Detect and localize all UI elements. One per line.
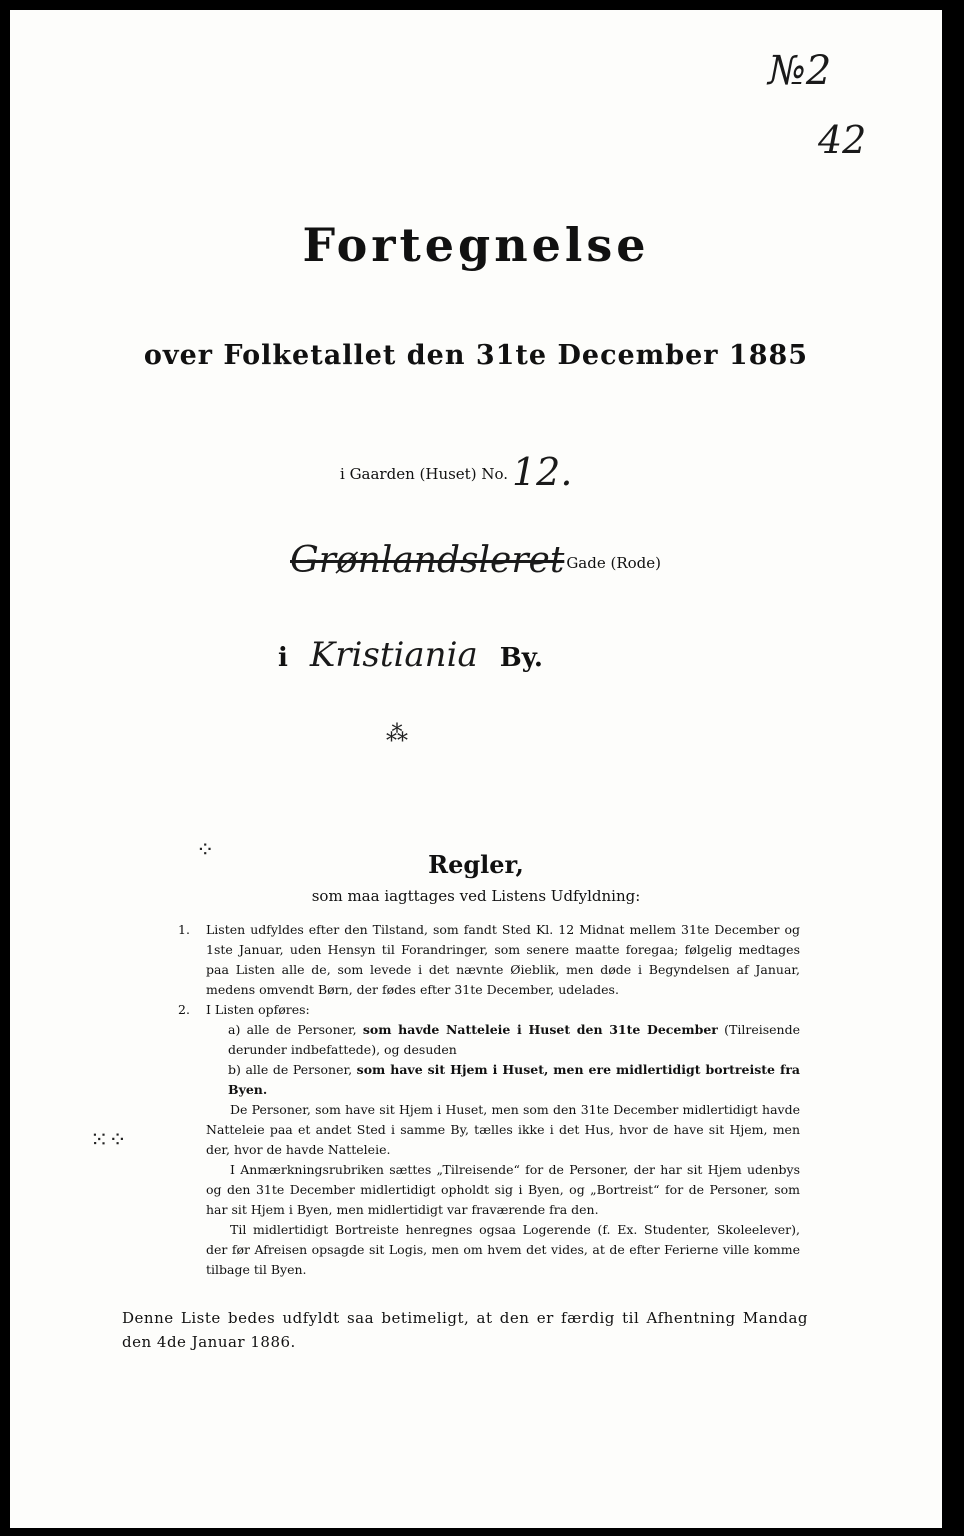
rule-paragraph: De Personer, som have sit Hjem i Huset, men som den 31te December midlertidigt havde Natteleie paa et andet Sted i samme By, tælles ikke i det Hus, hvor de have sit Hjem, men der, hvor de havde Natteleie.: [206, 1102, 800, 1157]
city-prefix: i: [278, 643, 288, 673]
handwritten-city-name: Kristiania: [309, 635, 478, 675]
rule-2b: [206, 1060, 800, 1100]
form-subtitle: over Folketallet den 31te December 1885: [143, 340, 809, 371]
street-label: Gade (Rode): [566, 554, 661, 572]
rule-text: (Tilreisende derunder indbefattede), og desuden: [228, 1022, 800, 1057]
rule-2: [178, 1000, 800, 1280]
house-number-row: [340, 450, 572, 494]
rule-1: [178, 920, 800, 1000]
rule-text: a) alle de Personer,: [228, 1022, 363, 1037]
rule-text-emphasis: som have sit Hjem i Huset, men ere midlertidigt bortreiste fra Byen.: [228, 1062, 801, 1097]
rule-number: 1.: [178, 922, 190, 937]
rules-list: [178, 920, 800, 1280]
ink-speck-mark: ⁙⁘: [90, 1128, 127, 1153]
rule-text: Listen udfyldes efter den Tilstand, som fandt Sted Kl. 12 Midnat mellem 31te December og 1ste Januar, uden Hensyn til Forandringer, som senere maatte foregaa; følgelig medtages paa Listen alle de, som levede i det nævnte Øieblik, men døde i Begyndelsen af Januar, medens omvendt Børn, der fødes efter 31te December, udelades.: [206, 922, 800, 997]
rule-text: I Listen opføres:: [206, 1002, 310, 1017]
rules-subheading: som maa iagttages ved Listens Udfyldning:: [311, 887, 641, 905]
census-form-page: [10, 10, 942, 1528]
rule-paragraph: Til midlertidigt Bortreiste henregnes ogsaa Logerende (f. Ex. Studenter, Skoleelever), der før Afreisen opsagde sit Logis, men om hvem det vides, at de efter Ferierne ville komme tilbage til Byen.: [206, 1222, 800, 1277]
city-row: [278, 635, 543, 675]
rule-number: 2.: [178, 1002, 190, 1017]
rules-heading: Regler,: [428, 850, 524, 879]
pickup-notice: Denne Liste bedes udfyldt saa betimeligt, at den er færdig til Afhentning Mandag den 4de Januar 1886.: [122, 1309, 808, 1351]
rule-text-emphasis: som havde Natteleie i Huset den 31te December: [362, 1022, 718, 1037]
ink-speck-mark: ⁘: [196, 838, 215, 863]
house-number-label: i Gaarden (Huset) No.: [340, 465, 508, 483]
ink-speck-mark: ⁂: [386, 722, 408, 747]
handwritten-page-number: 42: [818, 118, 867, 162]
rule-paragraph: I Anmærkningsrubriken sættes „Tilreisende“ for de Personer, der har sit Hjem udenbys og den 31te December midlertidigt opholdt sig i Byen, og „Bortreist“ for de Personer, som har sit Hjem i Byen, men midlertidigt var fraværende fra den.: [206, 1162, 800, 1217]
street-row: [290, 540, 661, 581]
rule-2a: [206, 1020, 800, 1060]
rule-text: b) alle de Personer,: [228, 1062, 357, 1077]
form-title: Fortegnelse: [302, 218, 650, 272]
city-label: By.: [499, 643, 543, 673]
handwritten-number-label: №2: [768, 48, 832, 94]
handwritten-street-name: Grønlandsleret: [290, 540, 565, 581]
handwritten-house-number: 12.: [512, 450, 573, 494]
